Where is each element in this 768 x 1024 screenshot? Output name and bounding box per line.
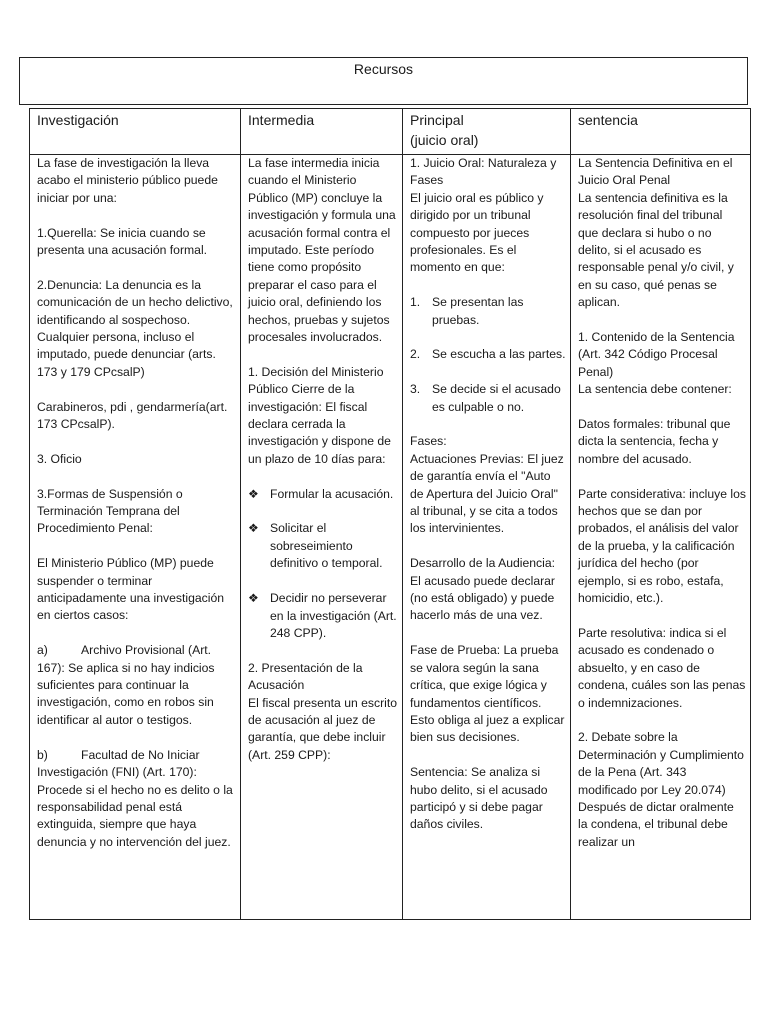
pri-numbered-list: [410, 294, 566, 416]
cell-intermedia: [241, 155, 403, 920]
sen-def: La sentencia definitiva es la resolución final del tribunal que declara si hubo o no delito, si el acusado es responsable penal y/o civil, y en su caso, qué penas se aplican.: [578, 190, 734, 310]
pri-juicio: 1. Juicio Oral: Naturaleza y Fases: [410, 156, 557, 188]
int-presentacion: 2. Presentación de la Acusación: [248, 660, 363, 693]
inv-item-a: a) Archivo Provisional (Art. 167): Se aplica si no hay indicios suficientes para continuar la investigación, como en robos sin identificar al autor o testigos.: [37, 643, 215, 727]
cell-investigacion: [30, 155, 241, 920]
pri-desarrollo: Desarrollo de la Audiencia: El acusado puede declarar (no está obligado) y puede hacerlo más de una vez.: [410, 556, 555, 623]
pri-list-item: 1. Se presentan las pruebas.: [410, 295, 524, 327]
sen-titulo: La Sentencia Definitiva en el Juicio Oral Penal: [578, 156, 733, 188]
int-decision: 1. Decisión del Ministerio Público Cierre de la investigación: El fiscal declara cerrada la investigación y dispone de un plazo de 10 días para:: [248, 364, 391, 466]
inv-intro: La fase de investigación la lleva acabo el ministerio público puede iniciar por una:: [37, 156, 218, 205]
sen-resolutiva: Parte resolutiva: indica si el acusado es condenado o absuelto, y en caso de condena, cuáles son las penas o indemnizaciones.: [578, 625, 746, 710]
inv-formas: 3.Formas de Suspensión o Terminación Temprana del Procedimiento Penal:: [37, 486, 183, 536]
int-bullet: ❖ Formular la acusación.: [248, 486, 398, 503]
content-row: [30, 155, 751, 920]
inv-oficio: 3. Oficio: [37, 451, 82, 466]
sen-despues: Después de dictar oralmente la condena, el tribunal debe realizar un: [578, 799, 734, 849]
pri-fases: Fases:: [410, 434, 447, 449]
sen-debe: La sentencia debe contener:: [578, 382, 732, 397]
inv-querella: 1.Querella: Se inicia cuando se presenta una acusación formal.: [37, 225, 208, 258]
int-bullet-list: [248, 486, 398, 643]
cell-principal: [403, 155, 571, 920]
pri-sentencia: Sentencia: Se analiza si hubo delito, si el acusado participó y si debe pagar daños civiles.: [410, 765, 548, 832]
pri-list-item: 2. Se escucha a las partes.: [410, 347, 566, 362]
phases-table: [29, 108, 751, 920]
header-principal: Principal (juicio oral): [403, 109, 571, 155]
header-intermedia: Intermedia: [241, 109, 403, 155]
pri-list-item: 3. Se decide si el acusado es culpable o no.: [410, 382, 561, 414]
document-title: Recursos: [353, 61, 414, 77]
diamond-bullet-icon: ❖: [248, 591, 259, 606]
title-box: [19, 57, 748, 105]
sen-considerativa: Parte considerativa: incluye los hechos que se dan por probados, el análisis del valor de la prueba, y la calificación jurídica del hecho (por ejemplo, si es robo, estafa, homicidio, etc.).: [578, 486, 747, 606]
sen-debate: 2. Debate sobre la Determinación y Cumplimiento de la Pena (Art. 343 modificado por Ley 20.074): [578, 730, 744, 797]
int-intro: La fase intermedia inicia cuando el Ministerio Público (MP) concluye la investigación y formula una acusación formal contra el imputado. Este período tiene como propósito preparar el caso para el juicio oral, definiendo los hechos, pruebas y sujetos procesales involucrados.: [248, 156, 396, 345]
header-sentencia: sentencia: [571, 109, 751, 155]
int-escrito: El fiscal presenta un escrito de acusación al juez de garantía, que debe incluir (Art. 259 CPP):: [248, 695, 398, 762]
inv-carabineros: Carabineros, pdi , gendarmería(art. 173 CPcsalP).: [37, 399, 228, 432]
inv-cualquier: Cualquier persona, incluso el imputado, puede denunciar (arts. 173 y 179 CPcsalP): [37, 330, 216, 379]
inv-denuncia: 2.Denuncia: La denuncia es la comunicación de un hecho delictivo, identificando al sospechoso.: [37, 277, 233, 327]
header-row: [30, 109, 751, 155]
diamond-bullet-icon: ❖: [248, 486, 259, 501]
header-investigacion: Investigación: [30, 109, 241, 155]
pri-prueba: Fase de Prueba: La prueba se valora según la sana crítica, que exige lógica y fundamentos científicos. Esto obliga al juez a explicar bien sus decisiones.: [410, 643, 565, 745]
pri-actuaciones: Actuaciones Previas: El juez de garantía envía el "Auto de Apertura del Juicio Oral" al tribunal, y se cita a todos los intervinientes.: [410, 451, 564, 536]
pri-publico: El juicio oral es público y dirigido por un tribunal compuesto por jueces profesionales. Es el momento en que:: [410, 190, 544, 275]
int-bullet: ❖ Decidir no perseverar en la investigación (Art. 248 CPP).: [248, 591, 397, 640]
inv-mp: El Ministerio Público (MP) puede suspender o terminar anticipadamente una investigación en ciertos casos:: [37, 556, 225, 623]
int-bullet: ❖ Solicitar el sobreseimiento definitivo o temporal.: [248, 521, 383, 571]
diamond-bullet-icon: ❖: [248, 521, 259, 536]
cell-sentencia: [571, 155, 751, 920]
sen-contenido: 1. Contenido de la Sentencia (Art. 342 Código Procesal Penal): [578, 330, 735, 379]
inv-item-b: b) Facultad de No Iniciar Investigación (FNI) (Art. 170): Procede si el hecho no es delito o la responsabilidad penal está extinguida, siempre que haya denuncia y no intervención del juez.: [37, 747, 233, 849]
sen-formales: Datos formales: tribunal que dicta la sentencia, fecha y nombre del acusado.: [578, 417, 731, 466]
